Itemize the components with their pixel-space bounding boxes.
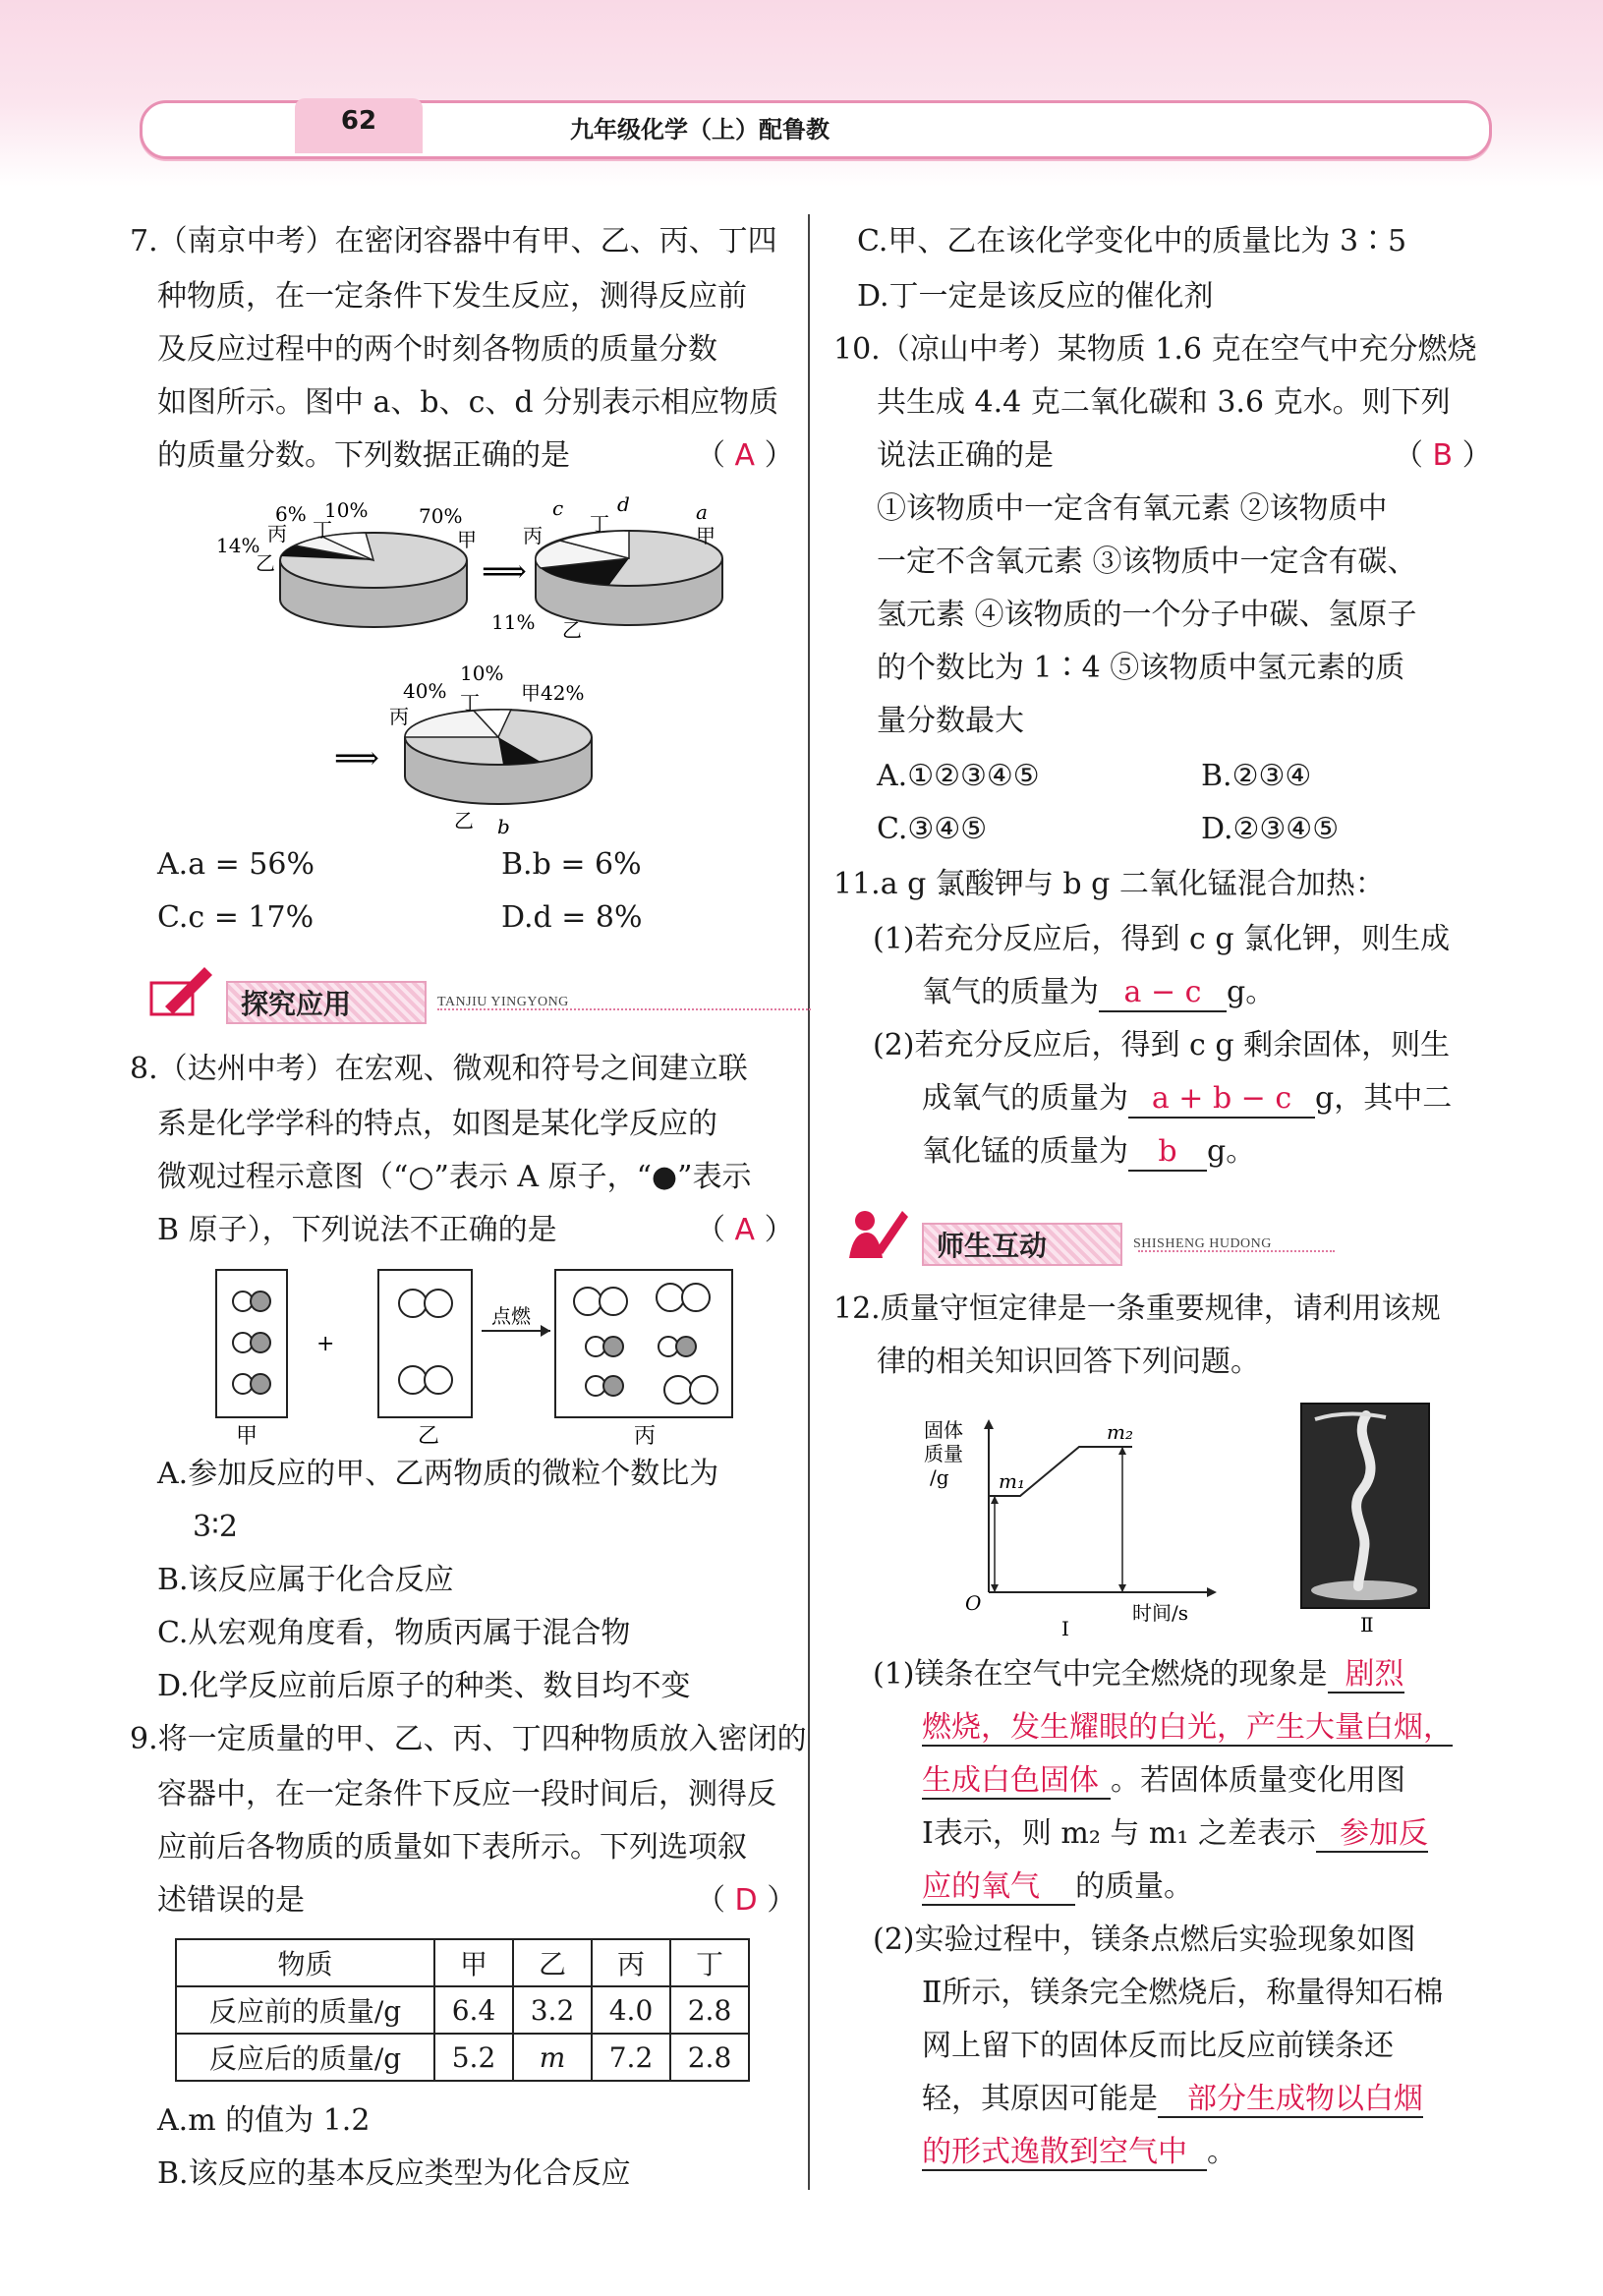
q11-stem: 11.a g 氯酸钾与 b g 二氧化锰混合加热： [833,867,1385,901]
q12-part2-line3: 网上留下的固体反而比反应前镁条还 [922,2029,1394,2063]
section-banner-explore [147,981,658,1020]
q10-line-2: 共生成 4.4 克二氧化碳和 3.6 克水。则下列 [877,385,1451,420]
q12-part1-text4: 的质量。 [1075,1869,1193,1904]
table-header: 乙 [513,1939,592,1986]
q12-line-2: 律的相关知识回答下列问题。 [877,1345,1260,1379]
q11-part2-unit2: g。 [1207,1134,1256,1169]
q9-answer-paren: （ D ） [696,1883,797,1918]
diagram-label-bing: 丙 [634,1424,657,1449]
graph-xlabel: 时间/s [1132,1601,1189,1625]
q8-line-2: 系是化学学科的特点，如图是某化学反应的 [157,1107,717,1141]
q11-part1-answer: a − c [1099,975,1227,1012]
q11-part2-answer2: b [1128,1134,1207,1172]
q8-line-3: 微观过程示意图（“○”表示 A 原子，“●”表示 [157,1160,752,1194]
graph-label: Ⅰ [1061,1617,1069,1640]
q8-option-a: A.参加反应的甲、乙两物质的微粒个数比为 [157,1457,719,1491]
q8-option-a-cont: 3∶2 [193,1510,238,1544]
q10-line-7: 的个数比为 1∶4 ⑤该物质中氢元素的质 [877,651,1405,685]
table-header-row [176,1939,749,1986]
q11-part1-unit: g。 [1227,975,1276,1009]
q12-part1-line5 [922,1869,1193,1905]
graph-m2: m₂ [1107,1420,1133,1444]
pie2-yi: 乙 [562,618,582,642]
pie1-ding: 丁 [313,518,332,542]
table-header: 丁 [670,1939,749,1986]
q12-part2-text2: 。 [1207,2135,1236,2169]
q10-option-d: D.②③④⑤ [1201,812,1340,846]
q9-option-d: D.丁一定是该反应的催化剂 [857,279,1214,314]
q7-answer: A [734,438,756,473]
q7-option-a: A.a = 56% [157,847,315,882]
q7-arrow-1: ⟹ [482,552,527,590]
q9-line-1: 9.将一定质量的甲、乙、丙、丁四种物质放入密闭的 [130,1722,807,1756]
pie2-bing: 丙 [523,524,543,547]
pie3-ding: 丁 [460,691,480,715]
q7-line-2: 种物质，在一定条件下发生反应，测得反应前 [157,279,747,314]
q11-part2-text2: 氧化锰的质量为 [922,1134,1128,1169]
q12-part1-answer4: 参加反 [1316,1816,1428,1853]
graph-ylabel-1: 固体 [924,1418,963,1442]
q8-option-b: B.该反应属于化合反应 [157,1563,454,1597]
q12-part1-text: (1)镁条在空气中完全燃烧的现象是 [873,1657,1328,1692]
pie1-10pct: 10% [324,498,369,522]
pie-3 [334,661,592,838]
diagram-label-yi: 乙 [418,1424,440,1449]
q7-option-d: D.d = 8% [501,900,643,935]
graph-m1: m₁ [999,1469,1025,1493]
q10-answer: B [1432,438,1454,473]
q8-option-d: D.化学反应前后原子的种类、数目均不变 [157,1669,691,1703]
diagram-condition: 点燃 [491,1304,531,1328]
table-cell: m [513,2034,592,2081]
q7-line-1: 7.（南京中考）在密闭容器中有甲、乙、丙、丁四 [130,224,777,258]
table-cell: 反应后的质量/g [176,2034,434,2081]
pie3-jia42: 甲42% [521,681,585,705]
pie2-a: a [696,500,708,524]
q9-option-a: A.m 的值为 1.2 [157,2103,371,2138]
q11-part1-line1: (1)若充分反应后，得到 c g 氯化钾，则生成 [873,922,1451,956]
q11-part2-answer: a + b − c [1128,1081,1315,1119]
q7-arrow-2: ⟹ [334,739,379,776]
table-cell: 4.0 [592,1986,670,2034]
section-banner-interact [843,1223,1364,1262]
pie2-d: d [617,492,630,516]
pie3-yi: 乙 [454,809,474,832]
q8-reaction-diagram [206,1262,757,1449]
q8-answer: A [734,1213,756,1247]
q9-line-3: 应前后各物质的质量如下表所示。下列选项叙 [157,1830,747,1865]
section-arrow [437,993,811,1010]
q12-part2-line4 [922,2082,1423,2117]
pen-icon [843,1203,912,1264]
pie-1 [216,498,477,627]
pie1-yi: 乙 [256,551,275,575]
q9-option-c: C.甲、乙在该化学变化中的质量比为 3∶5 [857,224,1407,258]
q11-part2-unit: g，其中二 [1315,1081,1453,1116]
q10-line-6: 氢元素 ④该物质的一个分子中碳、氢原子 [877,598,1417,632]
q10-option-c: C.③④⑤ [877,812,988,846]
q10-line-5: 一定不含氧元素 ③该物质中一定含有碳、 [877,545,1417,579]
q8-option-c: C.从宏观角度看，物质丙属于混合物 [157,1616,631,1650]
table-header: 丙 [592,1939,670,1986]
q8-answer-paren: （ A ） [696,1213,794,1247]
q10-option-b: B.②③④ [1201,759,1312,793]
pie2-ding: 丁 [590,512,609,536]
q12-mass-graph [914,1406,1229,1641]
table-cell: 2.8 [670,1986,749,2034]
q11-part2-line3 [922,1134,1255,1172]
q12-part1-answer2: 燃烧，发生耀眼的白光，产生大量白烟， [922,1710,1453,1745]
photo-label: Ⅱ [1360,1613,1374,1636]
q11-part2-text: 成氧气的质量为 [922,1081,1128,1116]
section-label: 师生互动 [937,1230,1048,1262]
q11-part2-line1: (2)若充分反应后，得到 c g 剩余固体，则生 [873,1028,1451,1062]
q12-part1-text2: 。若固体质量变化用图 [1111,1763,1405,1798]
pie1-bing: 丙 [267,522,287,545]
pie2-c: c [552,496,564,520]
section-en: SHISHENG HUDONG [1133,1236,1272,1251]
q12-part2-line5 [922,2135,1236,2170]
q7-pie-charts [197,491,786,845]
q12-part1-answer1: 剧烈 [1328,1657,1404,1693]
q10-answer-paren: （ B ） [1394,438,1492,473]
table-cell: 3.2 [513,1986,592,2034]
book-title: 九年级化学（上）配鲁教 [570,116,830,144]
q12-part1-line3 [922,1763,1405,1799]
table-header: 甲 [434,1939,513,1986]
graph-ylabel-2: 质量 [924,1442,963,1465]
q10-line-1: 10.（凉山中考）某物质 1.6 克在空气中充分燃烧 [833,332,1477,367]
q9-mass-table [175,1938,750,2082]
pie3-10pct: 10% [460,661,504,685]
q7-option-c: C.c = 17% [157,900,315,935]
q9-option-b: B.该反应的基本反应类型为化合反应 [157,2156,631,2191]
diagram-label-jia: 甲 [236,1424,258,1449]
q11-part1-text: 氧气的质量为 [922,975,1099,1009]
q7-line-3: 及反应过程中的两个时刻各物质的质量分数 [157,332,717,367]
q12-part2-answer1: 部分生成物以白烟 [1158,2082,1423,2118]
table-cell: 2.8 [670,2034,749,2081]
section-label: 探究应用 [241,988,352,1020]
q12-burning-photo [1297,1402,1435,1647]
table-cell: 5.2 [434,2034,513,2081]
q12-part2-answer2: 的形式逸散到空气中 [922,2135,1207,2171]
table-header: 物质 [176,1939,434,1986]
q11-part1-line2 [922,975,1275,1012]
q8-line-4: B 原子），下列说法不正确的是 [157,1213,557,1247]
q9-line-4: 述错误的是 [157,1883,305,1918]
pie2-jia: 甲 [696,524,716,547]
q12-part1-answer3: 生成白色固体 [922,1763,1111,1800]
q9-line-2: 容器中，在一定条件下反应一段时间后，测得反 [157,1777,776,1811]
q12-part2-text: 轻，其原因可能是 [922,2082,1158,2116]
pie3-40pct: 40% [403,679,447,703]
q10-option-a: A.①②③④⑤ [877,759,1040,793]
q12-part2-line1: (2)实验过程中，镁条点燃后实验现象如图 [873,1923,1416,1957]
q7-answer-paren: （ A ） [696,438,794,473]
q10-line-3: 说法正确的是 [877,438,1054,473]
q12-part1-line1 [873,1657,1404,1693]
pie3-bing: 丙 [389,705,409,728]
table-cell: 6.4 [434,1986,513,2034]
table-cell: 反应前的质量/g [176,1986,434,2034]
q12-part2-line2: Ⅱ所示，镁条完全燃烧后，称量得知石棉 [922,1976,1444,2010]
q8-line-1: 8.（达州中考）在宏观、微观和符号之间建立联 [130,1052,748,1086]
table-row [176,1986,749,2034]
section-en: TANJIU YINGYONG [437,995,569,1009]
pie1-70pct: 70% [419,504,463,528]
column-divider [808,214,810,2190]
pie2-11pct: 11% [491,610,536,634]
pie1-14pct: 14% [216,534,260,557]
diagram-plus: + [316,1332,335,1356]
graph-ylabel-3: /g [930,1465,949,1489]
q9-answer: D [734,1883,758,1918]
q10-line-4: ①该物质中一定含有氧元素 ②该物质中 [877,491,1388,526]
table-row [176,2034,749,2081]
pie3-b: b [497,815,510,838]
q12-part1-line2 [922,1710,1453,1746]
table-cell: 7.2 [592,2034,670,2081]
q7-option-b: B.b = 6% [501,847,642,882]
section-arrow [1138,1234,1335,1252]
q12-line-1: 12.质量守恒定律是一条重要规律，请利用该规 [833,1292,1441,1326]
q10-line-8: 量分数最大 [877,704,1024,738]
graph-origin: O [965,1591,982,1615]
q12-part1-text3: Ⅰ表示，则 m₂ 与 m₁ 之差表示 [922,1816,1316,1851]
pie1-jia: 甲 [457,528,477,551]
q11-part2-line2 [922,1081,1452,1119]
q12-part1-answer5: 应的氧气 [922,1869,1075,1906]
pen-icon [147,961,216,1022]
q7-line-5: 的质量分数。下列数据正确的是 [157,438,570,473]
q7-line-4: 如图所示。图中 a、b、c、d 分别表示相应物质 [157,385,779,420]
page-number: 62 [340,106,377,136]
pie1-6pct: 6% [275,502,307,526]
q12-part1-line4 [922,1816,1428,1852]
